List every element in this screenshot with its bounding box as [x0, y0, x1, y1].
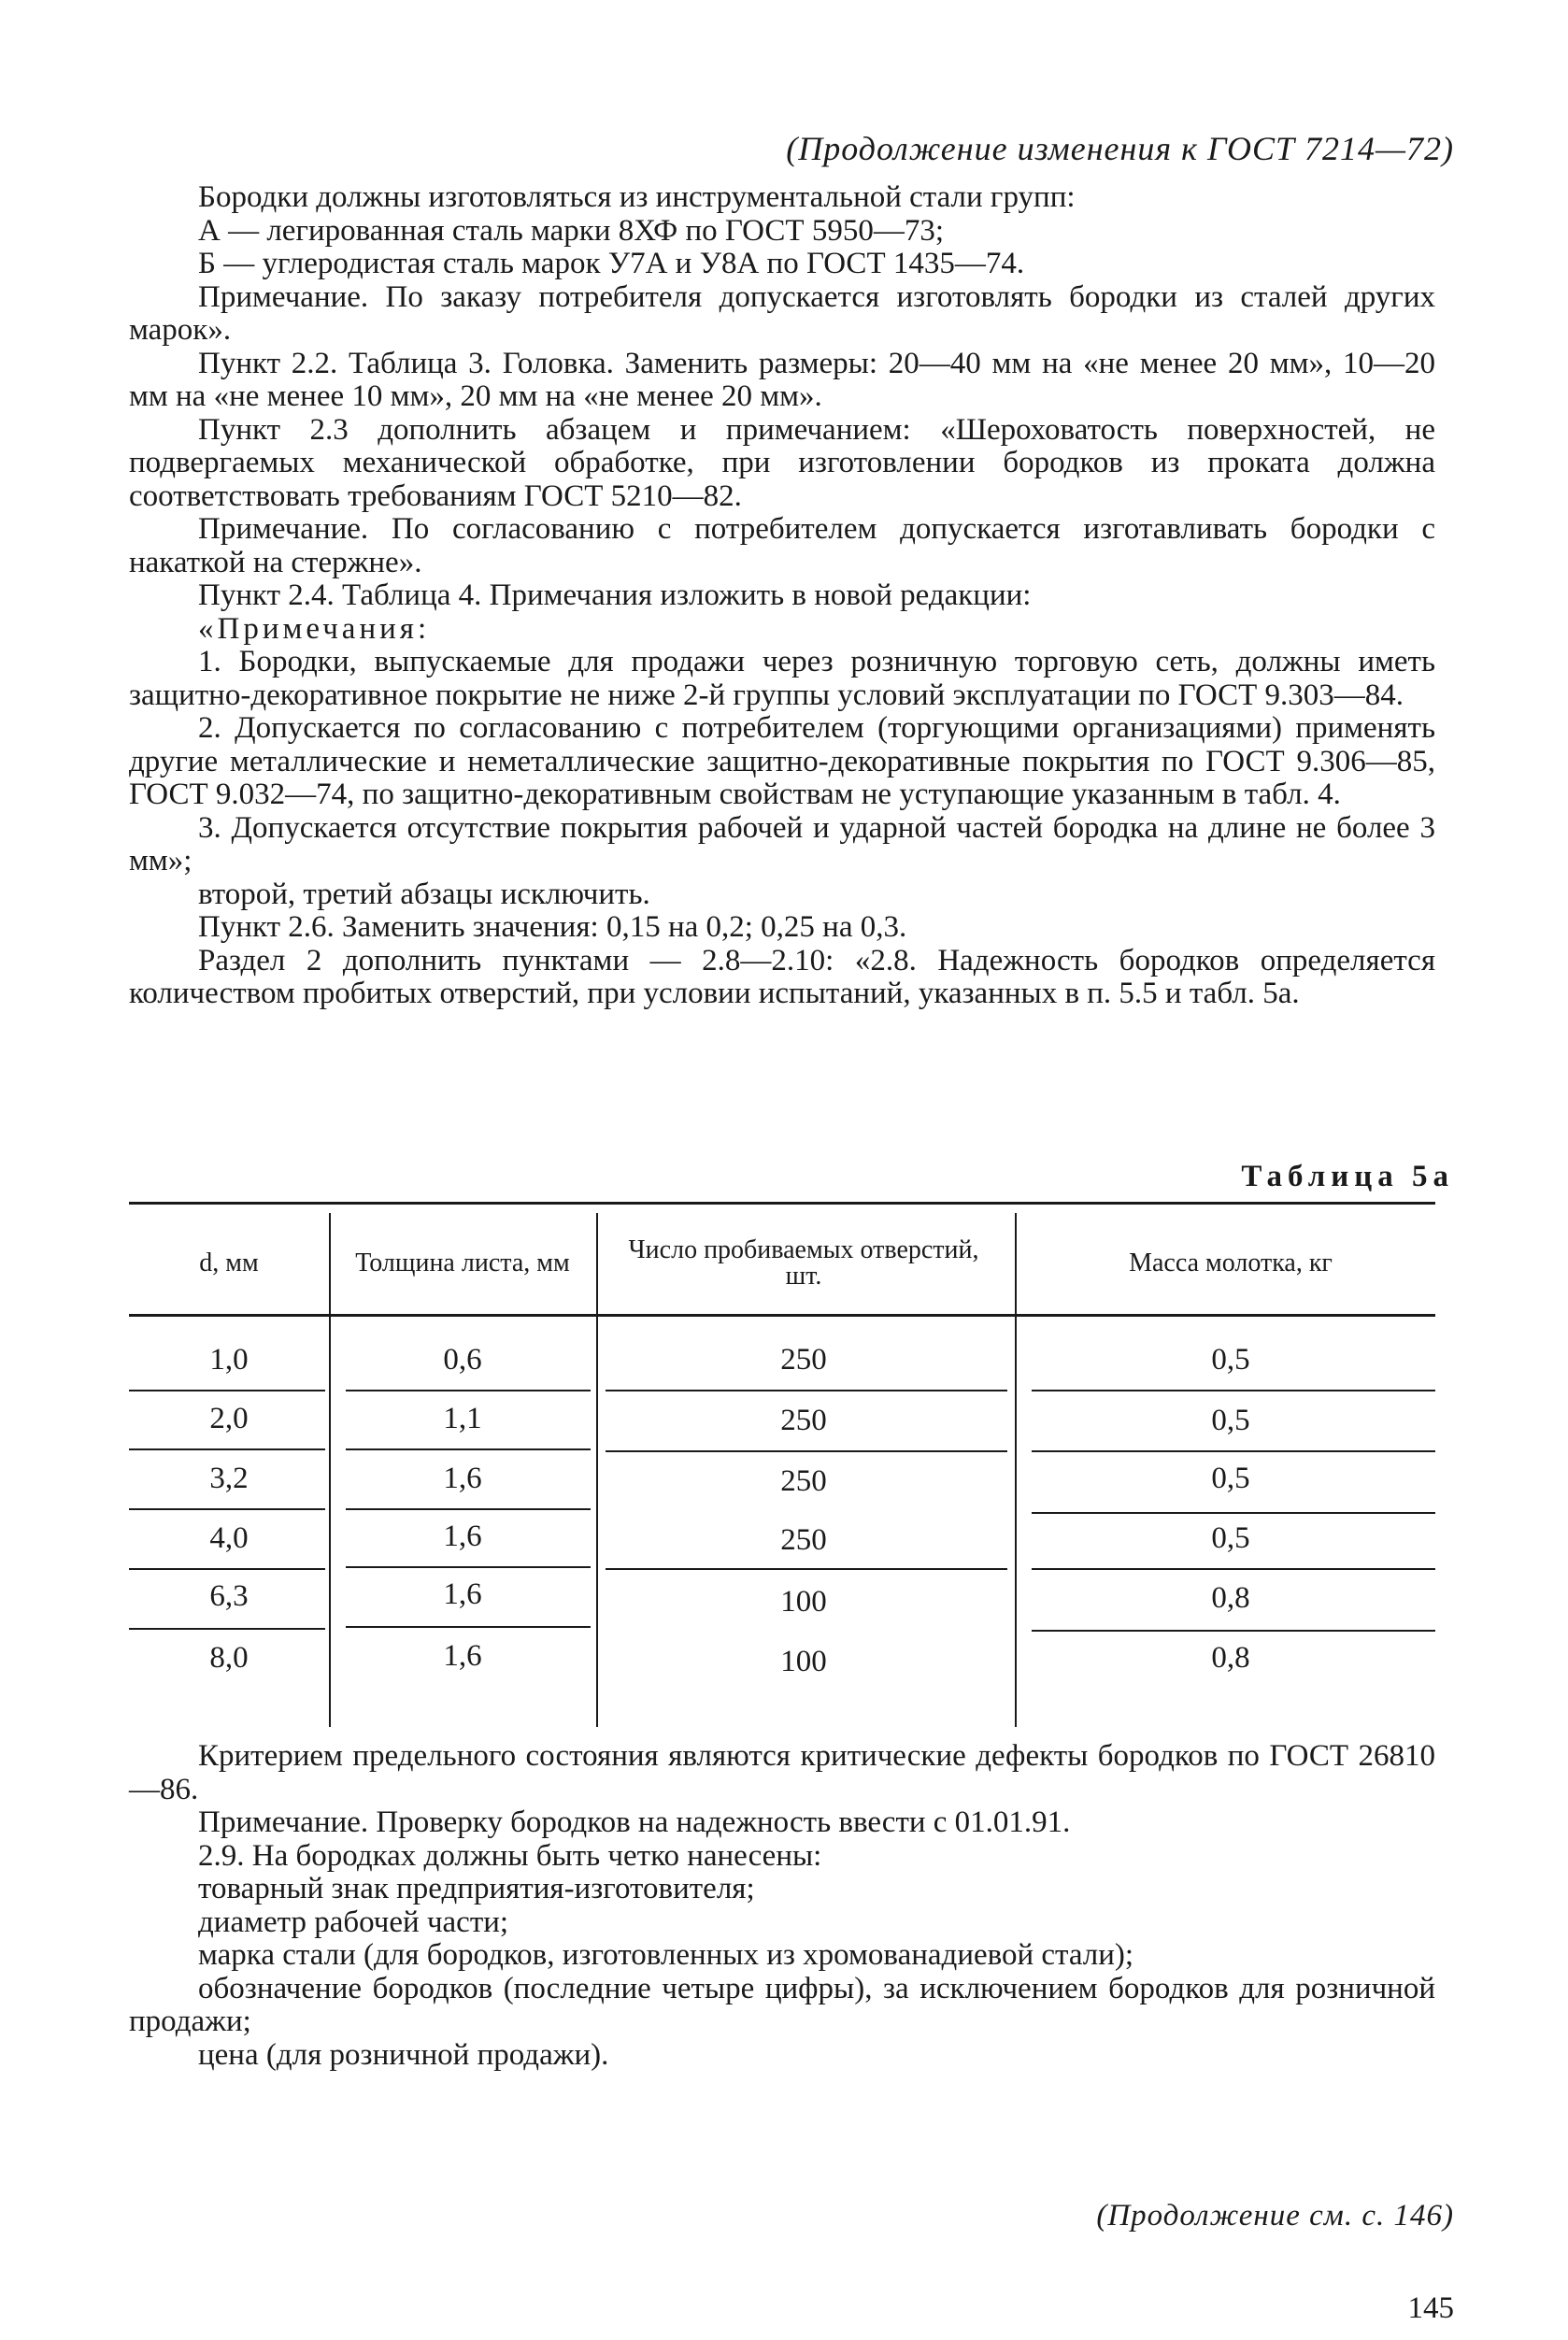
- table-cell: 1,6: [443, 1577, 482, 1611]
- paragraph: 2.9. На бородках должны быть четко нанесены:: [198, 1838, 822, 1873]
- row-rule: [129, 1390, 325, 1391]
- row-rule: [346, 1566, 591, 1568]
- row-rule: [1032, 1568, 1435, 1570]
- paragraph: Критерием предельного состояния являются критические дефекты бородков по ГОСТ 26810—86.: [129, 1739, 1435, 1806]
- table-cell: 1,6: [443, 1520, 482, 1553]
- row-rule: [129, 1568, 325, 1570]
- list-item: марка стали (для бородков, изготовленных из хромованадиевой стали);: [198, 1938, 1134, 1972]
- table-cell: 2,0: [209, 1402, 249, 1435]
- column-divider: [329, 1213, 331, 1727]
- row-rule: [606, 1450, 1007, 1452]
- page-number: 145: [1407, 2291, 1454, 2325]
- note-paragraph: Примечание. Проверку бородков на надежность ввести с 01.01.91.: [198, 1805, 1071, 1839]
- row-rule: [129, 1508, 325, 1510]
- row-rule: [1032, 1512, 1435, 1514]
- table-cell: 0,5: [1211, 1404, 1250, 1437]
- table-cell: 3,2: [209, 1462, 249, 1495]
- table-cell: 100: [780, 1585, 827, 1619]
- table-cell: 0,8: [1211, 1641, 1250, 1675]
- row-rule: [129, 1448, 325, 1450]
- column-header-d: d, мм: [199, 1248, 259, 1277]
- list-item: обозначение бородков (последние четыре цифры), за исключением бородков для розничной продажи;: [129, 1971, 1435, 2038]
- row-rule: [1032, 1390, 1435, 1391]
- list-item: товарный знак предприятия-изготовителя;: [198, 1872, 755, 1905]
- continuation-note: (Продолжение см. с. 146): [1096, 2199, 1454, 2233]
- row-rule: [346, 1626, 591, 1628]
- note-paragraph: Примечание. По согласованию с потребителем допускается изготавливать бородки с накаткой на стержне».: [129, 512, 1435, 579]
- paragraph: 3. Допускается отсутствие покрытия рабочей и ударной частей бородка на длине не более 3 мм»;: [129, 810, 1435, 878]
- row-rule: [346, 1448, 591, 1450]
- table-caption: Таблица 5а: [1241, 1160, 1454, 1193]
- table-cell: 0,6: [443, 1343, 482, 1377]
- table-cell: 1,6: [443, 1462, 482, 1495]
- notes-heading: «Примечания:: [198, 611, 431, 646]
- paragraph: Пункт 2.6. Заменить значения: 0,15 на 0,2; 0,25 на 0,3.: [198, 910, 907, 944]
- row-rule: [346, 1508, 591, 1510]
- running-header: (Продолжение изменения к ГОСТ 7214—72): [786, 130, 1454, 167]
- paragraph: 2. Допускается по согласованию с потребителем (торгующими организациями) применять другие металлические и неметаллические защитно-декоративные покрытия по ГОСТ 9.306—85, ГОСТ 9.032—74, по защитно-декоративным свойствам не уступающие указанным в табл. 4.: [129, 711, 1435, 811]
- list-item: цена (для розничной продажи).: [198, 2037, 609, 2072]
- main-text-continued: [129, 1740, 1435, 2072]
- note-paragraph: Примечание. По заказу потребителя допускается изготовлять бородки из сталей других марок».: [129, 279, 1435, 347]
- table-cell: 0,5: [1211, 1343, 1250, 1377]
- table-cell: 1,0: [209, 1343, 249, 1377]
- table-cell: 0,5: [1211, 1521, 1250, 1555]
- table-cell: 8,0: [209, 1641, 249, 1675]
- table-cell: 250: [780, 1343, 827, 1377]
- paragraph: 1. Бородки, выпускаемые для продажи через розничную торговую сеть, должны иметь защитно-декоративное покрытие не ниже 2-й группы условий эксплуатации по ГОСТ 9.303—84.: [129, 645, 1435, 712]
- column-divider: [596, 1213, 598, 1727]
- table-cell: 100: [780, 1645, 827, 1678]
- row-rule: [1032, 1630, 1435, 1632]
- table-cell: 250: [780, 1523, 827, 1557]
- row-rule: [606, 1390, 1007, 1391]
- paragraph: Раздел 2 дополнить пунктами — 2.8—2.10: «2.8. Надежность бородков определяется количеством пробитых отверстий, при условии испытаний, указанных в п. 5.5 и табл. 5а.: [129, 943, 1435, 1010]
- table-header-rule: [129, 1314, 1435, 1317]
- paragraph: Б — углеродистая сталь марок У7А и У8А по ГОСТ 1435—74.: [198, 247, 1025, 280]
- table-cell: 4,0: [209, 1521, 249, 1555]
- paragraph: А — легированная сталь марки 8ХФ по ГОСТ 5950—73;: [198, 213, 944, 248]
- main-text: [129, 181, 1435, 1011]
- paragraph: Пункт 2.4. Таблица 4. Примечания изложить в новой редакции:: [198, 578, 1032, 612]
- row-rule: [129, 1628, 325, 1630]
- column-divider: [1015, 1213, 1017, 1727]
- paragraph: Пункт 2.2. Таблица 3. Головка. Заменить размеры: 20—40 мм на «не менее 20 мм», 10—20 мм на «не менее 10 мм», 20 мм на «не менее 20 мм».: [129, 346, 1435, 413]
- table-cell: 250: [780, 1464, 827, 1498]
- column-header-thickness: Толщина листа, мм: [355, 1248, 570, 1277]
- row-rule: [1032, 1450, 1435, 1452]
- column-header-hammer: Масса молотка, кг: [1129, 1248, 1333, 1277]
- paragraph: Пункт 2.3 дополнить абзацем и примечанием: «Шероховатость поверхностей, не подвергаемых механической обработке, при изготовлении бородков из проката должна соответствовать требованиям ГОСТ 5210—82.: [129, 412, 1435, 513]
- table-cell: 0,5: [1211, 1462, 1250, 1495]
- table-cell: 6,3: [209, 1579, 249, 1613]
- paragraph: второй, третий абзацы исключить.: [198, 877, 650, 911]
- paragraph: Бородки должны изготовляться из инструментальной стали групп:: [198, 180, 1076, 214]
- row-rule: [346, 1390, 591, 1391]
- row-rule: [606, 1568, 1007, 1570]
- table-cell: 0,8: [1211, 1581, 1250, 1615]
- table-top-rule: [129, 1202, 1435, 1205]
- table-cell: 1,1: [443, 1402, 482, 1435]
- list-item: диаметр рабочей части;: [198, 1905, 509, 1939]
- table-cell: 1,6: [443, 1639, 482, 1673]
- table-cell: 250: [780, 1404, 827, 1437]
- column-header-holes: Число пробиваемых отверстий, шт.: [628, 1235, 979, 1291]
